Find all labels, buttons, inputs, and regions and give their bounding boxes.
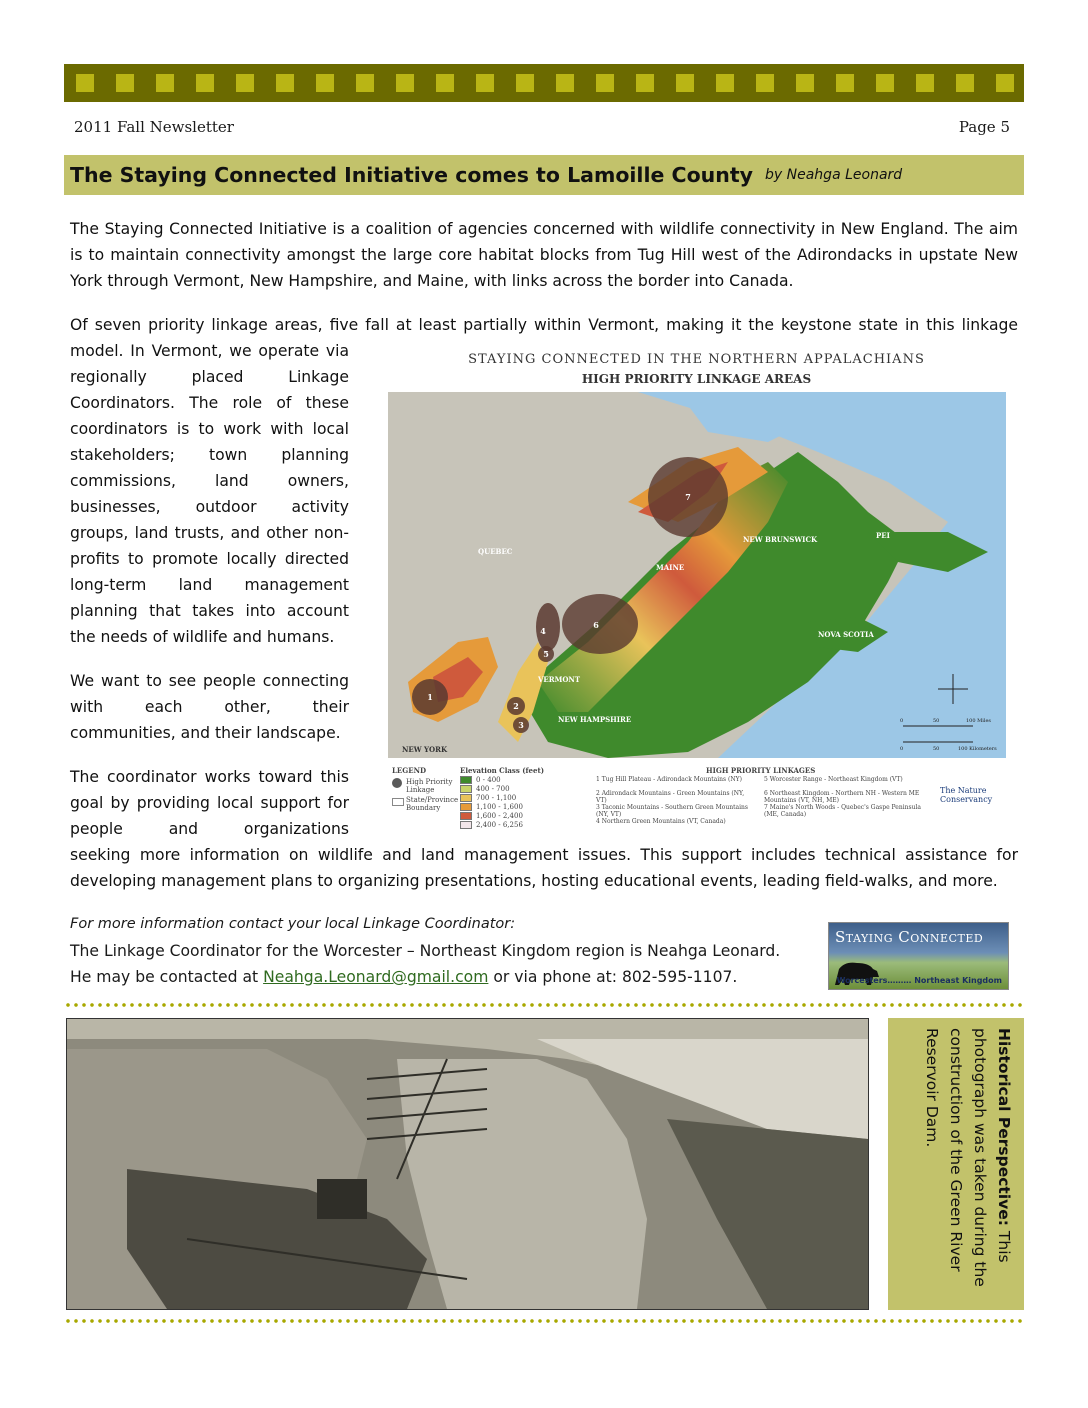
region-vermont: VERMONT [538, 675, 581, 684]
band-square [796, 74, 814, 92]
band-square [636, 74, 654, 92]
band-square [116, 74, 134, 92]
scale-km-100: 100 Kilometers [958, 746, 997, 752]
elevation-class [460, 811, 523, 820]
linkage-label-7: 7 [685, 492, 691, 502]
band-square [956, 74, 974, 92]
elevation-label: 400 - 700 [476, 784, 510, 793]
logo-subtitle: Worcesters……… Northeast Kingdom [836, 976, 1002, 985]
linkage-entry: 2 Adirondack Mountains - Green Mountains (NY, VT) [596, 790, 745, 804]
linkage-map [388, 392, 1006, 758]
linkage-entry: 3 Taconic Mountains - Southern Green Mountains (NY, VT) [596, 804, 748, 818]
elevation-class [460, 784, 523, 793]
email-link[interactable]: Neahga.Leonard@gmail.com [263, 968, 489, 986]
paragraph-connecting: We want to see people connecting with each other, their communities, and their landscape. [70, 672, 349, 742]
linkage-label-1: 1 [427, 692, 433, 702]
page-number: Page 5 [958, 118, 1010, 136]
elevation-class [460, 820, 523, 829]
nature-conservancy-credit: The Nature Conservancy [940, 786, 993, 804]
linkage-entry: 4 Northern Green Mountains (VT, Canada) [596, 818, 726, 825]
band-square [76, 74, 94, 92]
band-square [516, 74, 534, 92]
article-title: The Staying Connected Initiative comes to Lamoille County [70, 163, 754, 187]
contact-coordinator: The Linkage Coordinator for the Worcester – Northeast Kingdom region is Neahga Leonard. [70, 942, 781, 960]
region-quebec: QUEBEC [478, 547, 513, 556]
band-square [396, 74, 414, 92]
region-new-hampshire: NEW HAMPSHIRE [558, 715, 632, 724]
band-square [876, 74, 894, 92]
elevation-swatch [460, 803, 472, 811]
band-square [716, 74, 734, 92]
scale-mi-100: 100 Miles [966, 718, 991, 724]
linkage-label-4: 4 [540, 626, 546, 636]
contact-label: For more information contact your local Linkage Coordinator: [70, 916, 516, 932]
sidebar-text [888, 1018, 1024, 1310]
paragraph-linkage-column: model. In Vermont, we operate via regionally placed Linkage Coordinators. The role of these coordinators is to work with local stakeholders; town planning commissions, land owners, businesses, outdoor activity groups, land trusts, and other non-profits to promote locally directed long-term land management planning that takes into account the needs of wildlife and humans. [70, 342, 349, 646]
legend-linkage: High Priority Linkage [406, 778, 453, 794]
linkages-title: HIGH PRIORITY LINKAGES [706, 766, 816, 775]
elevation-swatch [460, 785, 472, 793]
elevation-swatch [460, 821, 472, 829]
band-square [916, 74, 934, 92]
band-square [676, 74, 694, 92]
elevation-label: 0 - 400 [476, 775, 501, 784]
paragraph-intro: The Staying Connected Initiative is a coalition of agencies concerned with wildlife connectivity in New England. The aim is to maintain connectivity amongst the large core habitat blocks from Tug Hill west of the Adirondacks in upstate New York through Vermont, New Hampshire, and Maine, with links across the border into Canada. [70, 220, 1018, 290]
dam-construction-photo [66, 1018, 869, 1310]
elevation-label: 2,400 - 6,256 [476, 820, 523, 829]
scale-km-50: 50 [933, 746, 940, 752]
region-maine: MAINE [656, 563, 685, 572]
band-square [556, 74, 574, 92]
linkage-entry: 7 Maine's North Woods - Quebec's Gaspe Peninsula (ME, Canada) [764, 804, 921, 818]
newsletter-name: 2011 Fall Newsletter [74, 118, 234, 136]
region-pei: PEI [876, 531, 890, 540]
paragraph-coordinator-column: The coordinator works toward this goal by providing local support for people and organizations [70, 768, 349, 838]
band-square [156, 74, 174, 92]
band-square [316, 74, 334, 92]
map-subtitle: HIGH PRIORITY LINKAGE AREAS [581, 372, 812, 386]
band-square [436, 74, 454, 92]
elevation-label: 700 - 1,100 [476, 793, 517, 802]
article-title-bar [64, 155, 1024, 195]
elevation-class [460, 802, 523, 811]
elevation-label: 1,600 - 2,400 [476, 811, 523, 820]
linkage-entry: 5 Worcester Range - Northeast Kingdom (VT) [764, 776, 903, 783]
band-square [356, 74, 374, 92]
contact-prefix: He may be contacted at [70, 968, 264, 986]
divider-top [64, 1002, 1024, 1008]
region-new-brunswick: NEW BRUNSWICK [743, 535, 818, 544]
map-title: STAYING CONNECTED IN THE NORTHERN APPALACHIANS [468, 352, 925, 367]
linkage-swatch [392, 778, 402, 788]
linkage-entry: 6 Northeast Kingdom - Northern NH - Western ME Mountains (VT, NH, ME) [764, 790, 920, 804]
band-square [236, 74, 254, 92]
elevation-label: 1,100 - 1,600 [476, 802, 523, 811]
historical-perspective-sidebar [888, 1018, 1024, 1310]
logo-title: Staying Connected [835, 928, 984, 946]
elevation-swatch [460, 776, 472, 784]
elevation-list [460, 775, 523, 829]
linkage-map-figure [385, 352, 1008, 830]
legend-title: LEGEND [392, 766, 427, 775]
header-band [64, 64, 1024, 102]
staying-connected-logo [828, 922, 1009, 990]
article-byline: by Neahga Leonard [765, 167, 903, 183]
sidebar-heading: Historical Perspective: [995, 1028, 1013, 1226]
linkage-label-2: 2 [513, 701, 519, 711]
band-square [596, 74, 614, 92]
band-square [996, 74, 1014, 92]
linkage-label-6: 6 [593, 620, 599, 630]
elevation-class [460, 775, 523, 784]
elevation-title: Elevation Class (feet) [460, 766, 544, 775]
elevation-swatch [460, 794, 472, 802]
region-nova-scotia: NOVA SCOTIA [818, 630, 874, 639]
scale-km-0: 0 [900, 746, 904, 752]
paragraph-linkage-lead: Of seven priority linkage areas, five fall at least partially within Vermont, making it the keystone state in this linkage [70, 316, 1018, 334]
linkage-label-5: 5 [543, 649, 549, 659]
linkage-area-6 [562, 594, 638, 654]
band-square [476, 74, 494, 92]
map-legend [388, 764, 1008, 834]
contact-phone: or via phone at: 802-595-1107. [488, 968, 738, 986]
scale-mi-50: 50 [933, 718, 940, 724]
band-square [756, 74, 774, 92]
paragraph-coordinator-rest: seeking more information on wildlife and land management issues. This support includes technical assistance for developing management plans to organizing presentations, hosting educational events, leading field-walks, and more. [70, 846, 1018, 890]
divider-bottom [64, 1318, 1024, 1324]
linkage-entry: 1 Tug Hill Plateau - Adirondack Mountains (NY) [596, 776, 742, 783]
elevation-class [460, 793, 523, 802]
linkage-label-3: 3 [518, 720, 524, 730]
boundary-swatch [392, 798, 404, 806]
band-square [836, 74, 854, 92]
elevation-swatch [460, 812, 472, 820]
sidebar-body: This photograph was taken during the construction of the Green River Reservoir Dam. [923, 1028, 1013, 1287]
contact-details [70, 968, 737, 986]
band-square [276, 74, 294, 92]
region-new-york: NEW YORK [402, 745, 448, 754]
scale-mi-0: 0 [900, 718, 904, 724]
band-square [196, 74, 214, 92]
legend-boundary: State/Province Boundary [406, 796, 459, 812]
